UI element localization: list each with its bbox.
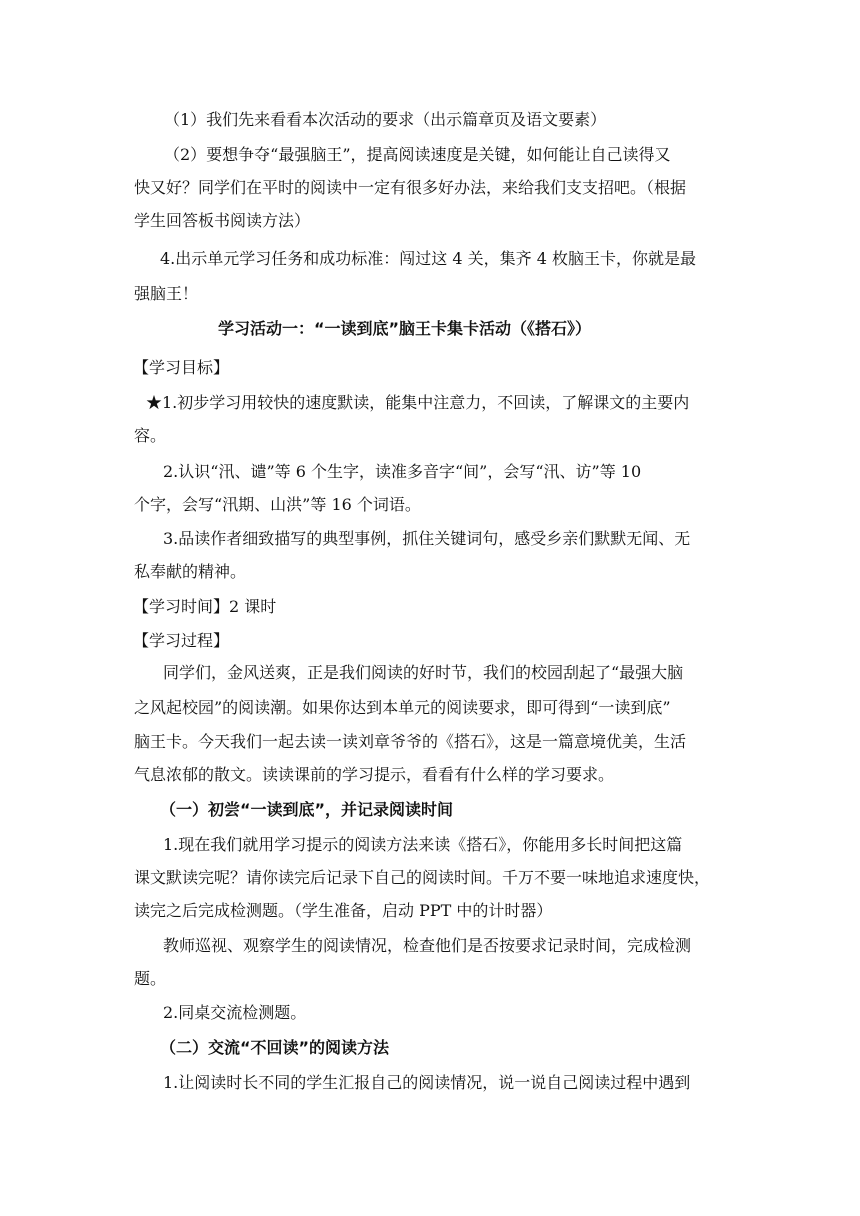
body-text-line: 快又好？同学们在平时的阅读中一定有很多好办法，来给我们支支招吧。（根据 (134, 178, 687, 197)
paragraph-line: 脑王卡。今天我们一起去读一读刘章爷爷的《搭石》，这是一篇意境优美，生活 (134, 732, 687, 751)
body-text-line: 私奉献的精神。 (134, 562, 247, 581)
section-heading: 学习活动一：“一读到底”脑王卡集卡活动（《搭石》） (218, 319, 592, 338)
goal-item-3: 3.品读作者细致描写的典型事例，抓住关键词句，感受乡亲们默默无闻、无 (163, 529, 691, 548)
body-text-line: 强脑王！ (134, 284, 199, 303)
paragraph-line: 气息浓郁的散文。读读课前的学习提示，看看有什么样的学习要求。 (134, 765, 615, 784)
step-item-2: 2.同桌交流检测题。 (163, 1003, 307, 1022)
paragraph-line: 之风起校园”的阅读潮。如果你达到本单元的阅读要求，即可得到“一读到底” (134, 698, 671, 717)
paragraph-line: 教师巡视、观察学生的阅读情况，检查他们是否按要求记录时间，完成检测 (163, 936, 692, 955)
subheading-learning-goals: 【学习目标】 (133, 358, 230, 377)
paragraph-line: 同学们，金风送爽，正是我们阅读的好时节，我们的校园刮起了“最强大脑 (163, 663, 684, 682)
subsection-heading-2: （二）交流“不回读”的阅读方法 (160, 1038, 390, 1057)
requirement-item-1: （1）我们先来看看本次活动的要求（出示篇章页及语文要素） (164, 110, 607, 129)
step-item-1: 1.现在我们就用学习提示的阅读方法来读《搭石》，你能用多长时间把这篇 (163, 835, 683, 854)
paragraph-line: 课文默读完呢？请你读完后记录下自己的阅读时间。千万不要一味地追求速度快， (134, 868, 711, 887)
body-text-line: 个字，会写“汛期、山洪”等 16 个词语。 (134, 495, 421, 514)
subsection-heading-1: （一）初尝“一读到底”，并记录阅读时间 (160, 800, 454, 819)
paragraph-line: 题。 (134, 969, 167, 988)
goal-item-2: 2.认识“汛、谴”等 6 个生字，读准多音字“间”，会写“汛、访”等 10 (163, 462, 642, 481)
body-text-line: 容。 (134, 426, 167, 445)
subheading-learning-process: 【学习过程】 (133, 631, 230, 650)
subheading-learning-time: 【学习时间】2 课时 (133, 597, 277, 616)
paragraph-line: 读完之后完成检测题。（学生准备，启动 PPT 中的计时器） (134, 901, 553, 920)
step-item-1-reporting: 1.让阅读时长不同的学生汇报自己的阅读情况，说一说自己阅读过程中遇到 (163, 1073, 691, 1092)
body-text-line: 学生回答板书阅读方法） (134, 211, 311, 230)
goal-item-1: ★1.初步学习用较快的速度默读，能集中注意力，不回读，了解课文的主要内 (146, 393, 690, 412)
task-item-4: 4.出示单元学习任务和成功标准：闯过这 4 关，集齐 4 枚脑王卡，你就是最 (160, 249, 696, 268)
requirement-item-2: （2）要想争夺“最强脑王”，提高阅读速度是关键，如何能让自己读得又 (164, 145, 671, 164)
